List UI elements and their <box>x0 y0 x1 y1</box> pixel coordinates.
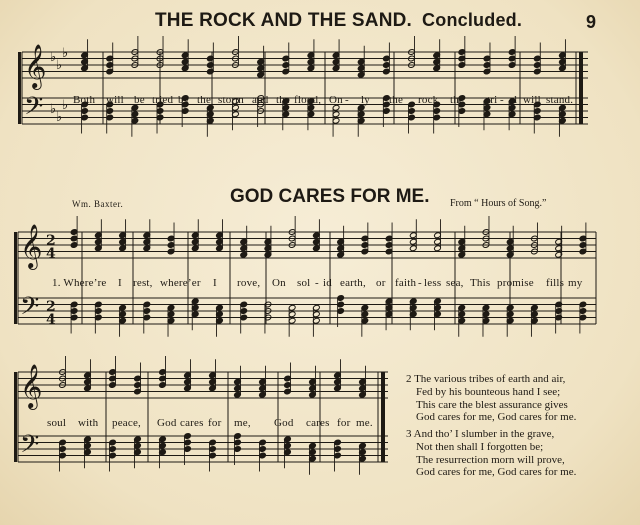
lyric-word: me, <box>234 417 251 429</box>
hymn-author: Wm. Baxter. <box>72 199 124 209</box>
treble-clef-icon: 𝄞 <box>20 224 43 268</box>
system-bracket <box>14 372 17 462</box>
hymn-source: From “ Hours of Song.” <box>450 198 547 209</box>
lyric-word: This <box>470 277 491 289</box>
flat-icon: ♭ <box>50 50 57 65</box>
lyric-word: cares <box>306 417 330 429</box>
lyric-word: flood, <box>294 94 322 106</box>
lyric-word: 1. Where’re <box>52 277 107 289</box>
lyric-word: rest, <box>133 277 153 289</box>
lyric-word: stand. <box>546 94 574 106</box>
verse-line: The various tribes of earth and air, <box>414 373 566 385</box>
lyric-word: and <box>252 94 269 106</box>
bass-clef-icon: 𝄢 <box>20 430 40 465</box>
flat-icon: ♭ <box>56 110 63 125</box>
lyric-hyphen: - <box>345 94 349 106</box>
lyric-word: or <box>376 277 386 289</box>
lyric-word: for <box>208 417 222 429</box>
lyric-word: where’er <box>160 277 201 289</box>
verse-3 <box>406 428 576 479</box>
lyric-word: for <box>337 417 351 429</box>
treble-clef-icon: 𝄞 <box>20 364 43 408</box>
lyric-word: with <box>78 417 99 429</box>
lyric-word: the <box>276 94 291 106</box>
time-signature-bottom: 4 <box>46 312 56 328</box>
bass-clef-icon: 𝄢 <box>20 292 40 327</box>
lyric-word: I <box>213 277 217 289</box>
verse-line: And tho’ I slumber in the grave, <box>413 428 555 440</box>
lyric-word: sol <box>297 277 311 289</box>
hymn-title-text: THE ROCK AND THE SAND. <box>155 10 413 31</box>
lyric-word: rove, <box>237 277 261 289</box>
lyric-word: I <box>118 277 122 289</box>
lyric-hyphen: - <box>315 277 319 289</box>
system-bracket <box>14 232 17 324</box>
lyric-word: the <box>389 94 404 106</box>
final-bar-thick <box>381 372 385 462</box>
lyric-word: will <box>523 94 541 106</box>
lyric-word: my <box>568 277 583 289</box>
lyric-word: the <box>197 94 212 106</box>
lyric-word: God <box>274 417 294 429</box>
treble-clef-icon: 𝄞 <box>24 44 47 88</box>
lyric-word: storm <box>218 94 245 106</box>
time-signature-top: 2 <box>46 233 56 249</box>
lyric-word: id <box>323 277 332 289</box>
flat-icon: ♭ <box>50 102 57 117</box>
hymn-title-god-cares: GOD CARES FOR ME. <box>230 186 430 207</box>
lyric-word: be <box>134 94 145 106</box>
lyric-word: On <box>329 94 343 106</box>
verse-line: Not then shall I forgotten be; <box>416 440 544 453</box>
lyric-word: ly <box>361 94 370 106</box>
verse-line: God cares for me, God cares for me. <box>416 466 577 479</box>
verse-line: The resurrection morn will prove, <box>416 453 565 466</box>
flat-icon: ♭ <box>62 98 69 113</box>
lyric-word: Both <box>73 94 96 106</box>
lyric-hyphen: - <box>418 277 422 289</box>
lyric-word: less <box>424 277 442 289</box>
lyric-word: rock <box>418 94 439 106</box>
bass-clef-icon: 𝄢 <box>24 92 44 127</box>
lyric-word: fills <box>546 277 565 289</box>
lyric-word: God <box>157 417 177 429</box>
time-signature-top: 2 <box>46 299 56 315</box>
lyric-word: promise <box>497 277 534 289</box>
lyric-word: tried <box>152 94 174 106</box>
lyric-word: faith <box>395 277 417 289</box>
lyric-word: sea, <box>446 277 464 289</box>
time-signature-bottom: 4 <box>46 246 56 262</box>
page-number: 9 <box>586 12 597 32</box>
lyric-word: me. <box>356 417 373 429</box>
lyric-word: the <box>450 94 465 106</box>
lyric-word: by <box>178 94 190 106</box>
lyric-word: will <box>106 94 124 106</box>
lyric-word: soul <box>47 417 67 429</box>
verse-number: 3 <box>406 428 412 440</box>
flat-icon: ♭ <box>62 46 69 61</box>
verse-line: God cares for me, God cares for me. <box>416 411 577 424</box>
final-bar-thick <box>579 52 583 124</box>
lyric-word: cares <box>180 417 204 429</box>
lyric-word: On <box>272 277 286 289</box>
lyric-hyphen: - <box>500 94 504 106</box>
lyric-word: tri <box>487 94 498 106</box>
verse-line: Fed by his bounteous hand I see; <box>416 385 561 398</box>
hymn-title-concluded: Concluded. <box>422 10 523 30</box>
verse-2 <box>406 373 576 424</box>
lyric-word: earth, <box>340 277 366 289</box>
system-bracket <box>18 52 21 124</box>
lyric-word: al <box>509 94 518 106</box>
verse-line: This care the blest assurance gives <box>416 398 568 411</box>
verse-number: 2 <box>406 373 412 385</box>
lyric-word: peace, <box>112 417 141 429</box>
flat-icon: ♭ <box>56 58 63 73</box>
